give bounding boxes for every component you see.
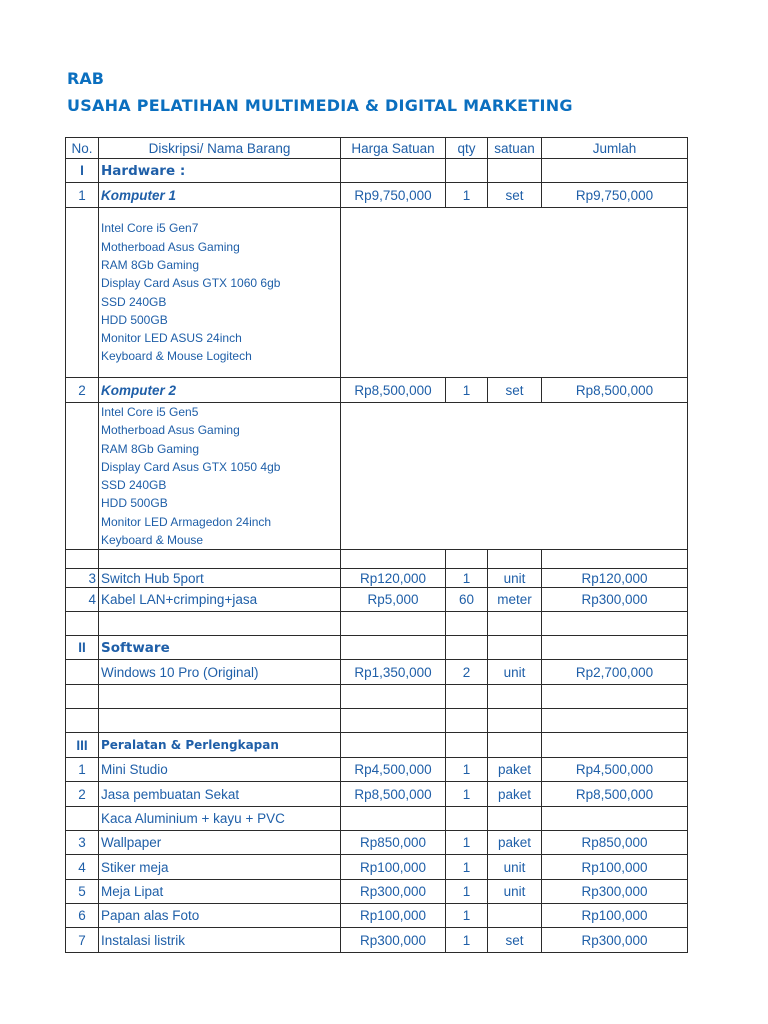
empty-row: [66, 550, 688, 569]
total: Rp300,000: [542, 928, 688, 953]
document-title: RAB: [67, 69, 104, 88]
row-number: 3: [66, 831, 99, 855]
row-number: 7: [66, 928, 99, 953]
section-label: Hardware :: [99, 159, 341, 183]
table-row: [66, 183, 688, 208]
item-name: Kaca Aluminium + kayu + PVC: [99, 807, 341, 831]
spec-item: HDD 500GB: [101, 312, 168, 327]
qty: 1: [446, 782, 488, 807]
budget-table: [65, 137, 688, 953]
section-number: III: [66, 733, 99, 758]
total: Rp120,000: [542, 569, 688, 588]
unit: unit: [488, 880, 542, 904]
unit-price: Rp850,000: [341, 831, 446, 855]
item-name: Meja Lipat: [99, 880, 341, 904]
spec-row: [66, 208, 688, 378]
spec-item: Display Card Asus GTX 1060 6gb: [101, 276, 281, 291]
total: Rp100,000: [542, 904, 688, 928]
item-name: Windows 10 Pro (Original): [99, 660, 341, 685]
total: Rp9,750,000: [542, 183, 688, 208]
row-number: 4: [66, 588, 99, 612]
empty-row: [66, 709, 688, 733]
document-subtitle: USAHA PELATIHAN MULTIMEDIA & DIGITAL MARKETING: [67, 96, 573, 115]
table-row: [66, 928, 688, 953]
row-number: 5: [66, 880, 99, 904]
total: Rp8,500,000: [542, 378, 688, 403]
item-name: Stiker meja: [99, 855, 341, 880]
unit: set: [488, 183, 542, 208]
spec-item: SSD 240GB: [101, 478, 167, 493]
unit-price: Rp1,350,000: [341, 660, 446, 685]
spec-item: Motherboad Asus Gaming: [101, 239, 240, 254]
item-name: Kabel LAN+crimping+jasa: [99, 588, 341, 612]
table-row: [66, 660, 688, 685]
unit: set: [488, 378, 542, 403]
header-total: Jumlah: [542, 138, 688, 159]
qty: 1: [446, 758, 488, 782]
spec-item: RAM 8Gb Gaming: [101, 257, 200, 272]
item-name: Wallpaper: [99, 831, 341, 855]
unit: set: [488, 928, 542, 953]
unit: [488, 904, 542, 928]
qty: 60: [446, 588, 488, 612]
qty: 1: [446, 928, 488, 953]
unit-price: Rp120,000: [341, 569, 446, 588]
table-row: [66, 569, 688, 588]
table-row: [66, 904, 688, 928]
spec-list: [99, 208, 341, 378]
section-label: Peralatan & Perlengkapan: [99, 733, 341, 758]
header-description: Diskripsi/ Nama Barang: [99, 138, 341, 159]
header-unit-price: Harga Satuan: [341, 138, 446, 159]
unit: paket: [488, 831, 542, 855]
unit-price: Rp300,000: [341, 928, 446, 953]
item-name: Switch Hub 5port: [99, 569, 341, 588]
table-row: [66, 831, 688, 855]
total: Rp8,500,000: [542, 782, 688, 807]
item-name: Komputer 1: [99, 183, 341, 208]
empty-row: [66, 685, 688, 709]
section-number: I: [66, 159, 99, 183]
spec-item: Motherboad Asus Gaming: [101, 423, 240, 438]
qty: 1: [446, 880, 488, 904]
unit-price: Rp100,000: [341, 855, 446, 880]
item-name: Mini Studio: [99, 758, 341, 782]
spec-item: Monitor LED Armagedon 24inch: [101, 514, 272, 529]
row-number: 2: [66, 782, 99, 807]
item-name: Komputer 2: [99, 378, 341, 403]
unit-price: Rp4,500,000: [341, 758, 446, 782]
table-row: [66, 758, 688, 782]
header-row: [66, 138, 688, 159]
unit: unit: [488, 855, 542, 880]
total: Rp300,000: [542, 588, 688, 612]
qty: 2: [446, 660, 488, 685]
spec-item: Intel Core i5 Gen7: [101, 221, 199, 236]
unit: paket: [488, 782, 542, 807]
unit: meter: [488, 588, 542, 612]
header-unit: satuan: [488, 138, 542, 159]
unit-price: Rp5,000: [341, 588, 446, 612]
table-row: [66, 588, 688, 612]
unit-price: Rp8,500,000: [341, 782, 446, 807]
qty: 1: [446, 378, 488, 403]
row-number: 1: [66, 183, 99, 208]
unit-price: Rp100,000: [341, 904, 446, 928]
item-name: Papan alas Foto: [99, 904, 341, 928]
header-no: No.: [66, 138, 99, 159]
spec-item: Intel Core i5 Gen5: [101, 405, 199, 419]
section-row-software: [66, 636, 688, 660]
header-qty: qty: [446, 138, 488, 159]
table-row: [66, 880, 688, 904]
unit: unit: [488, 660, 542, 685]
row-number: 4: [66, 855, 99, 880]
total: Rp300,000: [542, 880, 688, 904]
spec-item: RAM 8Gb Gaming: [101, 441, 200, 456]
table-row: [66, 782, 688, 807]
unit: paket: [488, 758, 542, 782]
spec-item: Monitor LED ASUS 24inch: [101, 331, 242, 346]
spec-item: SSD 240GB: [101, 294, 167, 309]
qty: 1: [446, 904, 488, 928]
section-label: Software: [99, 636, 341, 660]
section-row-equipment: [66, 733, 688, 758]
row-number: 3: [66, 569, 99, 588]
item-name: Instalasi listrik: [99, 928, 341, 953]
spec-item: Keyboard & Mouse Logitech: [101, 349, 252, 364]
item-name: Jasa pembuatan Sekat: [99, 782, 341, 807]
row-number: 2: [66, 378, 99, 403]
spec-item: HDD 500GB: [101, 496, 168, 511]
qty: 1: [446, 855, 488, 880]
row-number: 6: [66, 904, 99, 928]
total: Rp100,000: [542, 855, 688, 880]
table-row: [66, 378, 688, 403]
table-row: [66, 807, 688, 831]
unit-price: Rp300,000: [341, 880, 446, 904]
section-row-hardware: [66, 159, 688, 183]
total: Rp4,500,000: [542, 758, 688, 782]
qty: 1: [446, 831, 488, 855]
unit-price: Rp9,750,000: [341, 183, 446, 208]
section-number: II: [66, 636, 99, 660]
spec-row: [66, 403, 688, 550]
qty: 1: [446, 183, 488, 208]
unit-price: Rp8,500,000: [341, 378, 446, 403]
spec-list: [99, 403, 341, 550]
unit: unit: [488, 569, 542, 588]
spec-item: Keyboard & Mouse: [101, 533, 204, 548]
empty-row: [66, 612, 688, 636]
spec-item: Display Card Asus GTX 1050 4gb: [101, 459, 281, 474]
total: Rp850,000: [542, 831, 688, 855]
qty: 1: [446, 569, 488, 588]
total: Rp2,700,000: [542, 660, 688, 685]
row-number: 1: [66, 758, 99, 782]
table-row: [66, 855, 688, 880]
